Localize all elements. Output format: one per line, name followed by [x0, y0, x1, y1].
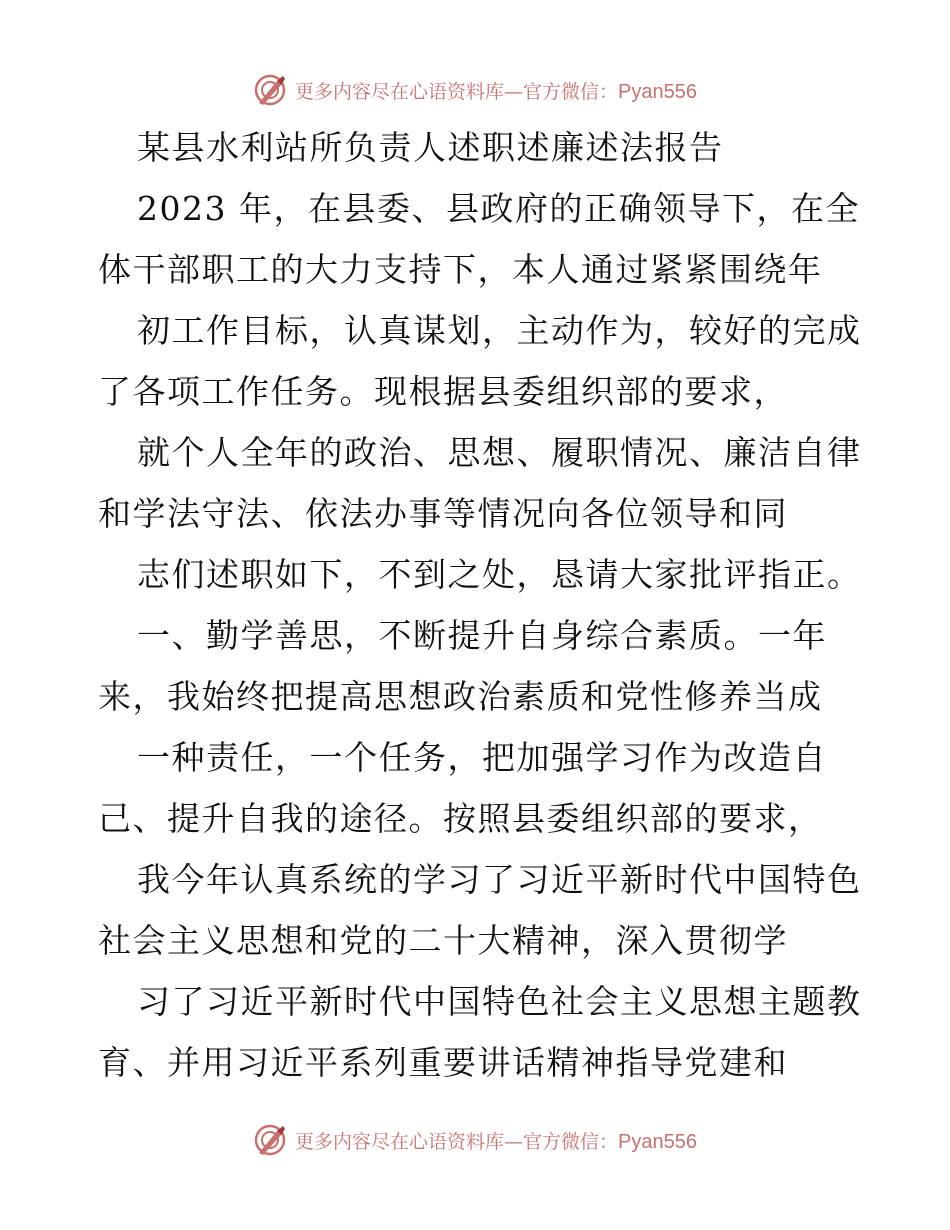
paragraph-line: 初工作目标，认真谋划，主动作为，较好的完成 [137, 311, 862, 350]
paragraph-line: 就个人全年的政治、思想、履职情况、廉洁自律 [137, 433, 862, 472]
section-heading-line: 一、勤学善思，不断提升自身综合素质。一年 [137, 616, 827, 655]
paragraph-line: 己、提升自我的途径。按照县委组织部的要求， [98, 799, 823, 838]
watermark-text: 更多内容尽在心语资料库—官方微信：Pyan556 [295, 80, 697, 103]
paragraph-line: 育、并用习近平系列重要讲话精神指导党建和 [98, 1043, 788, 1082]
watermark-text: 更多内容尽在心语资料库—官方微信：Pyan556 [295, 1130, 697, 1153]
paragraph-line: 一种责任，一个任务，把加强学习作为改造自 [137, 738, 827, 777]
header-watermark [0, 70, 950, 110]
paragraph-line: 2023 年，在县委、县政府的正确领导下，在全 [137, 189, 860, 228]
document-title: 某县水利站所负责人述职述廉述法报告 [137, 128, 724, 167]
pen-logo-icon [253, 73, 287, 107]
pen-logo-icon [253, 1123, 287, 1157]
paragraph-line: 社会主义思想和党的二十大精神，深入贯彻学 [98, 921, 788, 960]
paragraph-line: 来，我始终把提高思想政治素质和党性修养当成 [98, 677, 823, 716]
paragraph-line: 习了习近平新时代中国特色社会主义思想主题教 [137, 982, 862, 1021]
paragraph-line: 志们述职如下，不到之处，恳请大家批评指正。 [137, 555, 862, 594]
paragraph-line: 我今年认真系统的学习了习近平新时代中国特色 [137, 860, 862, 899]
footer-watermark [0, 1120, 950, 1160]
paragraph-line: 体干部职工的大力支持下，本人通过紧紧围绕年 [98, 250, 823, 289]
paragraph-line: 了各项工作任务。现根据县委组织部的要求， [98, 372, 788, 411]
paragraph-line: 和学法守法、依法办事等情况向各位领导和同 [98, 494, 788, 533]
